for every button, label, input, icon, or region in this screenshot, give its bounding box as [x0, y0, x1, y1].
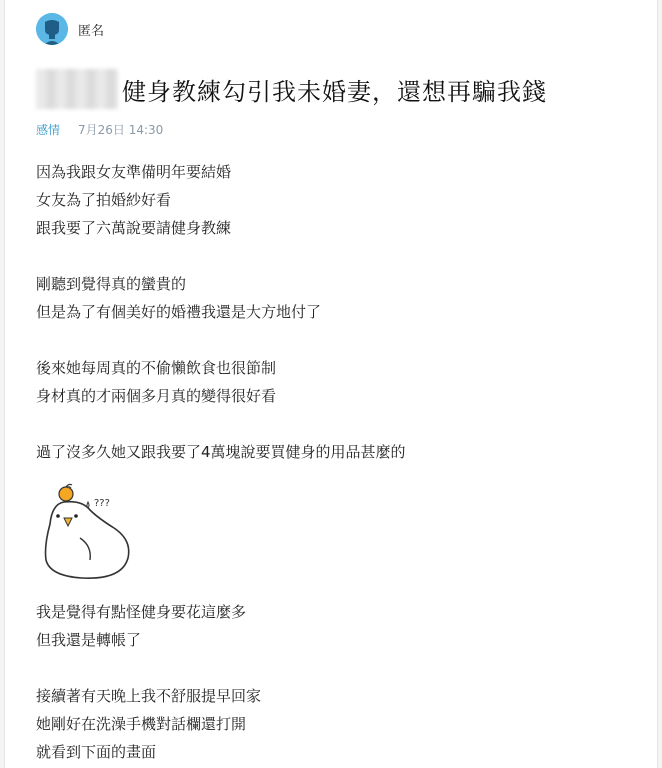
page-frame-right [657, 0, 662, 768]
body-line: 後來她每周真的不偷懶飲食也很節制 [36, 359, 277, 377]
body-line: 跟我要了六萬說要請健身教練 [36, 219, 232, 237]
post-title-row [36, 66, 547, 112]
anonymous-avatar-icon [36, 13, 68, 45]
body-line: 剛聽到覺得真的蠻貴的 [36, 275, 187, 293]
post-title: 健身教練勾引我未婚妻，還想再騙我錢 [122, 77, 547, 106]
post-date: 7月26日 14:30 [78, 122, 164, 137]
post-meta [36, 120, 163, 138]
blurred-title-prefix [36, 69, 118, 109]
author-row [36, 12, 104, 46]
paragraph-gap [36, 654, 636, 682]
body-line: 身材真的才兩個多月真的變得很好看 [36, 387, 277, 405]
page-frame-left [0, 0, 5, 768]
paragraph-gap [36, 326, 636, 354]
sticker-caption: ??? [94, 498, 110, 509]
body-line: 過了沒多久她又跟我要了4萬塊說要買健身的用品甚麼的 [36, 443, 406, 461]
body-line: 就看到下面的畫面 [36, 743, 157, 761]
post-body [36, 158, 636, 466]
post-body-continued [36, 598, 636, 766]
body-line: 但是為了有個美好的婚禮我還是大方地付了 [36, 303, 322, 321]
paragraph-gap [36, 242, 636, 270]
body-line: 她剛好在洗澡手機對話欄還打開 [36, 715, 247, 733]
body-line: 因為我跟女友準備明年要結婚 [36, 163, 232, 181]
body-line: 接續著有天晚上我不舒服提早回家 [36, 687, 262, 705]
duck-sticker-icon [36, 476, 146, 586]
category-link[interactable]: 感情 [36, 122, 61, 137]
body-line: 但我還是轉帳了 [36, 631, 142, 649]
body-line: 我是覺得有點怪健身要花這麼多 [36, 603, 247, 621]
post-container [36, 0, 636, 768]
paragraph-gap [36, 410, 636, 438]
avatar[interactable] [36, 13, 68, 45]
confused-duck-sticker [36, 476, 146, 586]
author-name[interactable]: 匿名 [78, 23, 105, 39]
body-line: 女友為了拍婚紗好看 [36, 191, 172, 209]
